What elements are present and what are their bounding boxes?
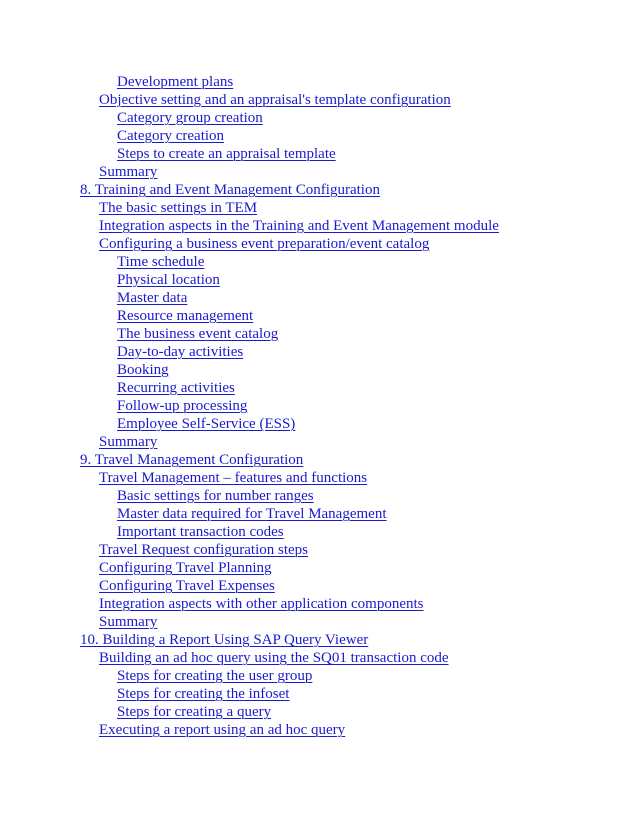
toc-subsection-row — [0, 109, 638, 127]
toc-subsection-link[interactable]: Recurring activities — [117, 380, 235, 396]
toc-subsection-row — [0, 361, 638, 379]
toc-subsection-row — [0, 523, 638, 541]
toc-subsection-link[interactable]: Development plans — [117, 74, 234, 90]
toc-chapter-link[interactable]: 10. Building a Report Using SAP Query Viewer — [80, 632, 369, 648]
toc-subsection-link[interactable]: Employee Self-Service (ESS) — [117, 416, 296, 432]
toc-subsection-link[interactable]: Master data — [117, 290, 188, 306]
toc-section-link[interactable]: Configuring a business event preparation/event catalog — [99, 236, 430, 252]
toc-chapter-link[interactable]: 8. Training and Event Management Configuration — [80, 182, 380, 198]
toc-subsection-link[interactable]: Category group creation — [117, 110, 263, 126]
toc-chapter-row — [0, 631, 638, 649]
toc-subsection-link[interactable]: Steps for creating the infoset — [117, 686, 290, 702]
toc-subsection-link[interactable]: Steps for creating a query — [117, 704, 272, 720]
toc-subsection-link[interactable]: The business event catalog — [117, 326, 279, 342]
toc-section-row — [0, 559, 638, 577]
toc-section-row — [0, 469, 638, 487]
toc-section-link[interactable]: Objective setting and an appraisal's template configuration — [99, 92, 451, 108]
toc-subsection-link[interactable]: Steps to create an appraisal template — [117, 146, 336, 162]
toc-section-row — [0, 217, 638, 235]
toc-subsection-row — [0, 271, 638, 289]
toc-subsection-link[interactable]: Booking — [117, 362, 169, 378]
toc-subsection-link[interactable]: Master data required for Travel Management — [117, 506, 387, 522]
toc-subsection-row — [0, 127, 638, 145]
toc-section-link[interactable]: Travel Request configuration steps — [99, 542, 308, 558]
toc-subsection-row — [0, 253, 638, 271]
toc-subsection-link[interactable]: Category creation — [117, 128, 225, 144]
toc-subsection-row — [0, 415, 638, 433]
toc-section-link[interactable]: The basic settings in TEM — [99, 200, 258, 216]
toc-section-link[interactable]: Summary — [99, 164, 158, 180]
toc-subsection-row — [0, 703, 638, 721]
toc-subsection-link[interactable]: Day-to-day activities — [117, 344, 244, 360]
toc-section-link[interactable]: Integration aspects in the Training and Event Management module — [99, 218, 499, 234]
toc-subsection-row — [0, 343, 638, 361]
toc-subsection-row — [0, 685, 638, 703]
toc-section-link[interactable]: Integration aspects with other application components — [99, 596, 424, 612]
toc-section-row — [0, 199, 638, 217]
toc-subsection-link[interactable]: Resource management — [117, 308, 254, 324]
toc-subsection-row — [0, 379, 638, 397]
toc-section-row — [0, 541, 638, 559]
toc-section-row — [0, 721, 638, 739]
toc-chapter-link[interactable]: 9. Travel Management Configuration — [80, 452, 304, 468]
toc-subsection-row — [0, 145, 638, 163]
toc-section-link[interactable]: Travel Management – features and functions — [99, 470, 368, 486]
toc-section-row — [0, 163, 638, 181]
toc-chapter-row — [0, 451, 638, 469]
toc-subsection-row — [0, 325, 638, 343]
toc-section-link[interactable]: Building an ad hoc query using the SQ01 transaction code — [99, 650, 449, 666]
toc-section-link[interactable]: Summary — [99, 434, 158, 450]
toc-subsection-link[interactable]: Time schedule — [117, 254, 205, 270]
toc-section-row — [0, 91, 638, 109]
toc-section-row — [0, 577, 638, 595]
toc-subsection-link[interactable]: Follow-up processing — [117, 398, 248, 414]
toc-subsection-link[interactable]: Basic settings for number ranges — [117, 488, 314, 504]
toc-section-link[interactable]: Configuring Travel Planning — [99, 560, 272, 576]
toc-subsection-link[interactable]: Steps for creating the user group — [117, 668, 313, 684]
toc-subsection-row — [0, 73, 638, 91]
toc-subsection-row — [0, 307, 638, 325]
toc-subsection-row — [0, 487, 638, 505]
toc-section-row — [0, 595, 638, 613]
toc-section-link[interactable]: Executing a report using an ad hoc query — [99, 722, 346, 738]
toc-section-row — [0, 433, 638, 451]
toc-section-link[interactable]: Summary — [99, 614, 158, 630]
toc-subsection-row — [0, 289, 638, 307]
toc-subsection-row — [0, 667, 638, 685]
toc-subsection-link[interactable]: Physical location — [117, 272, 220, 288]
toc-chapter-row — [0, 181, 638, 199]
toc-section-link[interactable]: Configuring Travel Expenses — [99, 578, 275, 594]
toc-section-row — [0, 649, 638, 667]
toc-section-row — [0, 235, 638, 253]
toc-subsection-link[interactable]: Important transaction codes — [117, 524, 284, 540]
toc-subsection-row — [0, 397, 638, 415]
toc-section-row — [0, 613, 638, 631]
toc-subsection-row — [0, 505, 638, 523]
table-of-contents — [0, 73, 638, 739]
